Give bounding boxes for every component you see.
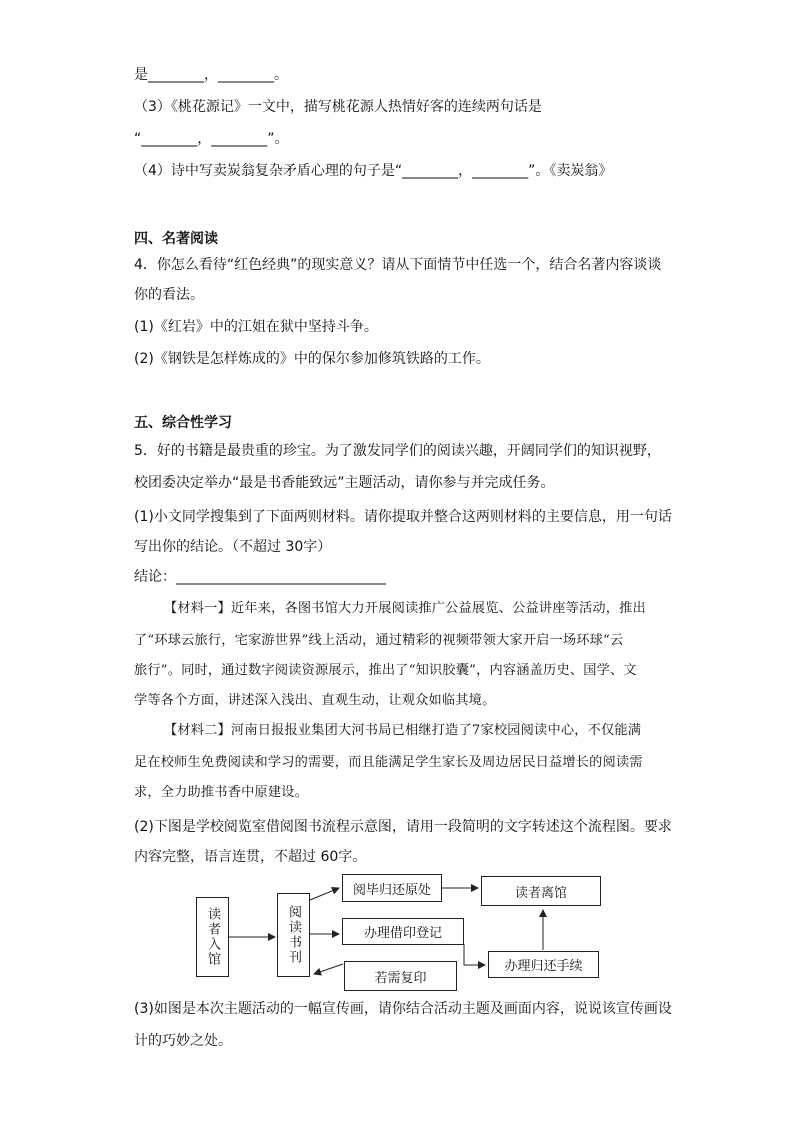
flow-node-register: 办理借印登记 bbox=[342, 918, 464, 945]
q5-part-2-line-1: (2)下图是学校阅览室借阅图书流程示意图，请用一段简明的文字转述这个流程图。要求 bbox=[134, 819, 672, 835]
q5-part-1-line-1: (1)小文同学搜集到了下面两则材料。请你提取并整合这两则材料的主要信息，用一句话 bbox=[134, 509, 672, 525]
material-1-line-1: 【材料一】近年来，各图书馆大力开展阅读推广公益展览、公益讲座等活动，推出 bbox=[164, 601, 646, 616]
material-2-line-2: 足在校师生免费阅读和学习的需要，而且能满足学生家长及周边居民日益增长的阅读需 bbox=[134, 755, 643, 770]
question-4-prompt: （4）诗中写卖炭翁复杂矛盾心理的句子是“________，________”。《卖炭翁》 bbox=[134, 163, 613, 179]
section-5-heading: 五、综合性学习 bbox=[134, 415, 232, 431]
material-1-line-3: 旅行”。同时，通过数字阅读资源展示，推出了“知识胶囊”，内容涵盖历史、国学、文 bbox=[134, 663, 637, 678]
conclusion-line: 结论：______________________________ bbox=[134, 569, 386, 585]
arrow-register-to-returnproc bbox=[464, 944, 485, 965]
flow-node-return-original: 阅毕归还原处 bbox=[342, 874, 442, 902]
q4-option-1: (1)《红岩》中的江姐在狱中坚持斗争。 bbox=[134, 319, 378, 335]
q5-part-1-line-2: 写出你的结论。（不超过 30字） bbox=[134, 539, 332, 555]
fill-blank-line-1: 是________，________。 bbox=[134, 67, 288, 83]
q5-line-2: 校团委决定举办“最是书香能致远”主题活动，请你参与并完成任务。 bbox=[134, 475, 555, 491]
material-1-line-4: 学等各个方面，讲述深入浅出、直观生动，让观众如临其境。 bbox=[134, 693, 496, 708]
flow-node-read: 阅读书刊 bbox=[277, 893, 310, 977]
q5-line-1: 5．好的书籍是最贵重的珍宝。为了激发同学们的阅读兴趣，开阔同学们的知识视野， bbox=[134, 443, 661, 459]
flow-node-leave: 读者离馆 bbox=[481, 876, 601, 906]
arrow-copy-to-read bbox=[314, 964, 343, 974]
q4-option-2: (2)《钢铁是怎样炼成的》中的保尔参加修筑铁路的工作。 bbox=[134, 351, 490, 367]
q5-part-2-line-2: 内容完整，语言连贯，不超过 60字。 bbox=[134, 849, 367, 865]
material-2-line-3: 求，全力助推书香中原建设。 bbox=[134, 785, 309, 800]
q4-line-1: 4．你怎么看待“红色经典”的现实意义？请从下面情节中任选一个，结合名著内容谈谈 bbox=[134, 257, 662, 273]
material-2-line-1: 【材料二】河南日报报业集团大河书局已相继打造了7家校园阅读中心，不仅能满 bbox=[164, 723, 642, 738]
flow-node-return-procedure: 办理归还手续 bbox=[488, 951, 599, 978]
material-1-line-2: 了“环球云旅行，宅家游世界”线上活动，通过精彩的视频带领大家开启一场环球“云 bbox=[134, 633, 624, 648]
q4-line-2: 你的看法。 bbox=[134, 287, 204, 303]
arrow-read-to-return bbox=[310, 888, 339, 900]
section-4-heading: 四、名著阅读 bbox=[134, 231, 218, 247]
question-3-blanks: “________，________”。 bbox=[134, 131, 289, 147]
flow-node-copy: 若需复印 bbox=[344, 961, 457, 991]
question-3-prompt: （3）《桃花源记》一文中，描写桃花源人热情好客的连续两句话是 bbox=[134, 99, 542, 115]
q5-part-3-line-2: 计的巧妙之处。 bbox=[134, 1033, 232, 1049]
q5-part-3-line-1: (3)如图是本次主题活动的一幅宣传画，请你结合活动主题及画面内容，说说该宣传画设 bbox=[134, 1001, 672, 1017]
flow-node-enter: 读者入馆 bbox=[196, 897, 229, 977]
